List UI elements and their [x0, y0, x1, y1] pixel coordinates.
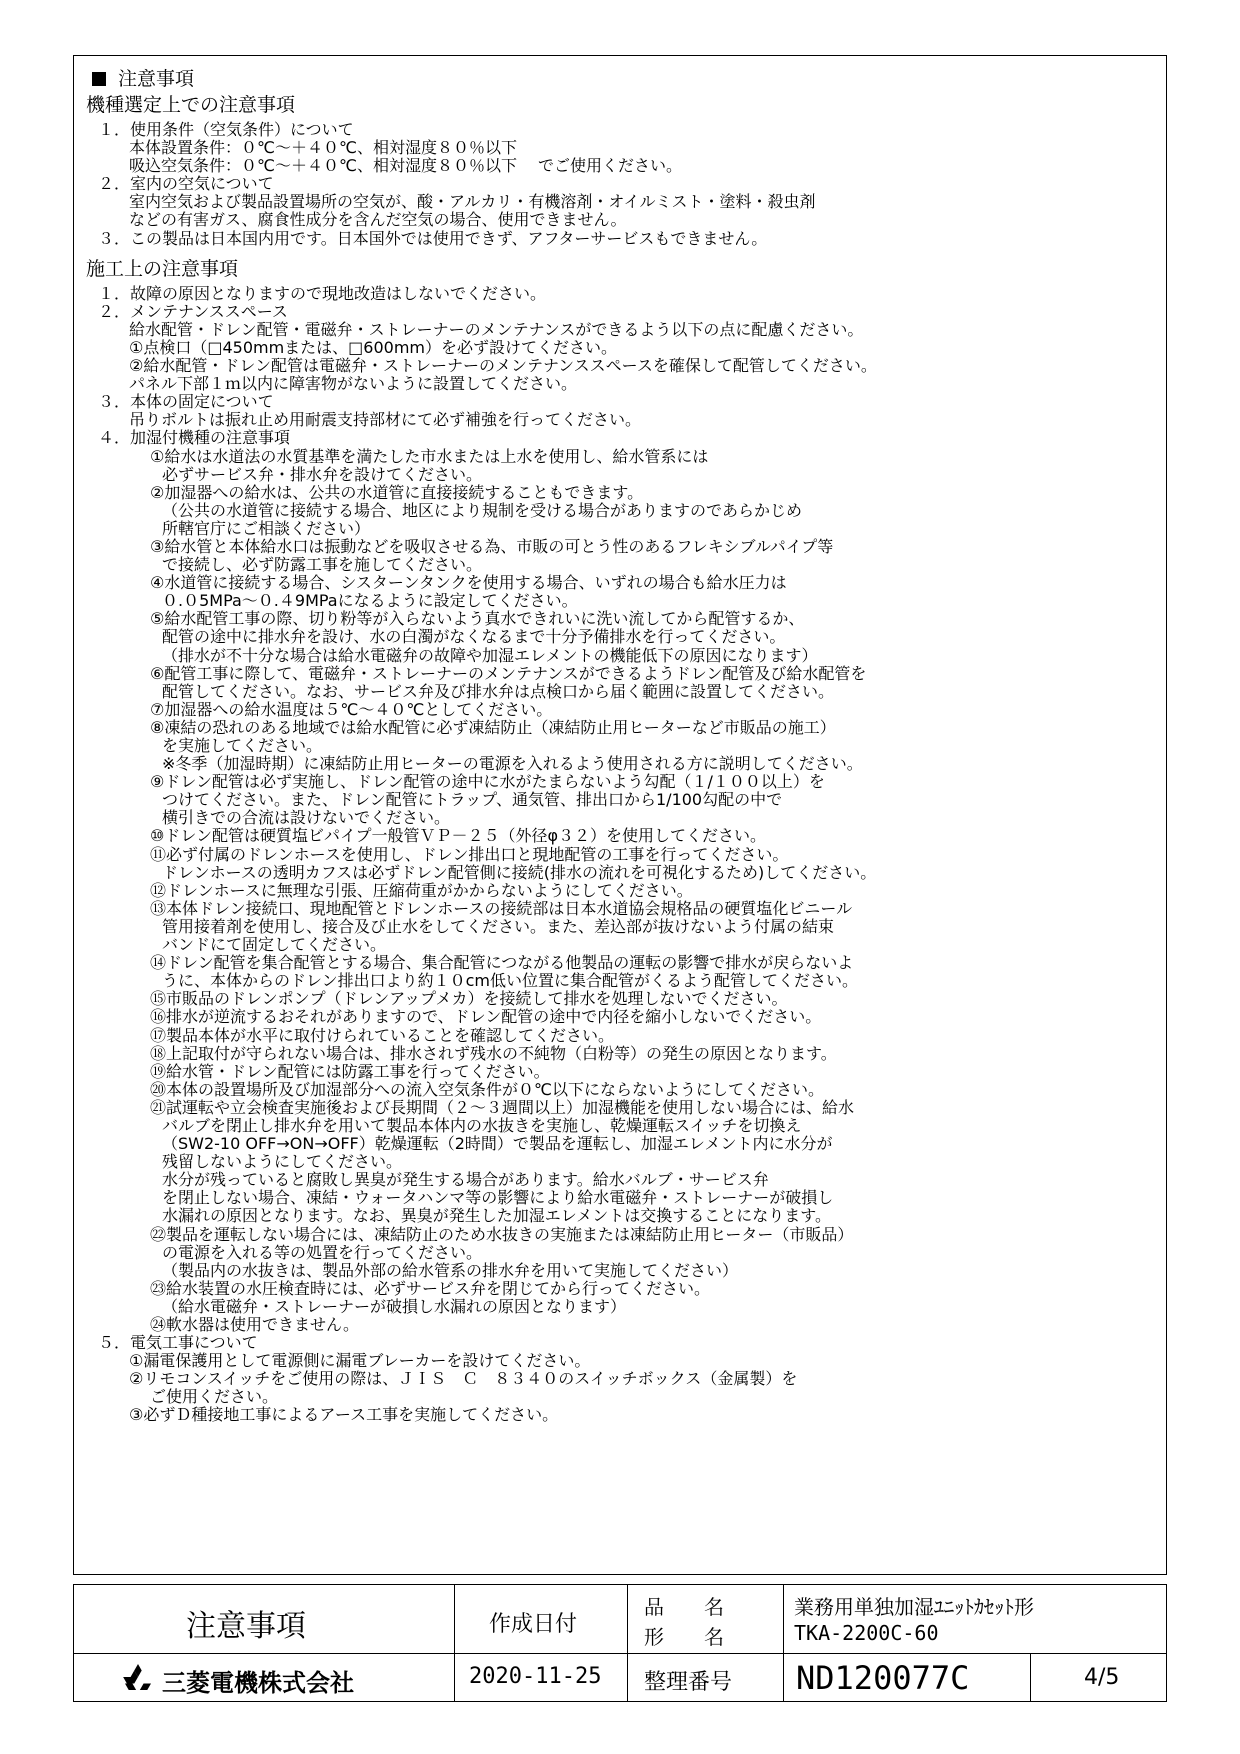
note-line: ⑲給水管・ドレン配管には防露工事を行ってください。: [150, 1061, 550, 1081]
note-line: ⑦加湿器への給水温度は５℃～４０℃としてください。: [150, 699, 553, 719]
note-line: 配管の途中に排水弁を設け、水の白濁がなくなるまで十分予備排水を行ってください。: [162, 627, 786, 647]
note-line: を実施してください。: [162, 736, 323, 755]
note-line: 本体設置条件：０℃～＋４０℃、相対湿度８０％以下: [129, 138, 517, 158]
note-line: 所轄官庁にご相談ください）: [162, 518, 371, 538]
note-line: 給水配管・ドレン配管・電磁弁・ストレーナーのメンテナンスができるよう以下の点に配慮ください。: [129, 319, 864, 339]
note-line: （排水が不十分な場合は給水電磁弁の故障や加湿エレメントの機能低下の原因になります）: [162, 645, 818, 665]
product-label: 品 名: [644, 1595, 724, 1619]
note-line: ⑧凍結の恐れのある地域では給水配管に必ず凍結防止（凍結防止用ヒーターなど市販品の施工）: [150, 717, 836, 737]
note-line: ③必ずＤ種接地工事によるアース工事を実施してください。: [129, 1405, 559, 1425]
note-line: 吊りボルトは振れ止め用耐震支持部材にて必ず補強を行ってください。: [129, 410, 642, 430]
note-line: ②給水配管・ドレン配管は電磁弁・ストレーナーのメンテナンススペースを確保して配管してください。: [129, 356, 877, 376]
note-line: ０.０5MPa～０.４9MPaになるように設定してください。: [162, 591, 578, 611]
note-line: ２．メンテナンススペース: [98, 301, 288, 321]
note-line: 配管してください。なお、サービス弁及び排水弁は点検口から届く範囲に設置してください。: [162, 681, 835, 701]
square-bullet-icon: [92, 72, 106, 86]
note-line: 必ずサービス弁・排水弁を設けてください。: [162, 464, 483, 484]
note-line: ４．加湿付機種の注意事項: [98, 428, 291, 448]
model-label: 形 名: [644, 1625, 724, 1649]
note-line: （公共の水道管に接続する場合、地区により規制を受ける場合がありますのであらかじめ: [162, 500, 803, 520]
notes-frame: [73, 55, 1167, 1575]
note-line: ⑫ドレンホースに無理な引張、圧縮荷重がかからないようにしてください。: [150, 880, 693, 900]
construction-title: 施工上の注意事項: [86, 257, 239, 280]
note-line: ①点検口（□450mmまたは、□600mm）を必ず設けてください。: [129, 337, 618, 357]
note-line: （SW2-10 OFF→ON→OFF）乾燥運転（2時間）で製品を運転し、加湿エレメント内に水分が: [162, 1134, 833, 1154]
note-line: ⑰製品本体が水平に取付けられていることを確認してください。: [150, 1025, 615, 1045]
note-line: うに、本体からのドレン排出口より約１０cm低い位置に集合配管がくるよう配管してください。: [162, 971, 858, 991]
note-line: で接続し、必ず防露工事を施してください。: [162, 555, 483, 575]
title-block: [73, 1584, 1167, 1702]
notes-content: [86, 66, 1158, 1425]
note-line: ⑤給水配管工事の際、切り粉等が入らないよう真水できれいに洗い流してから配管するか、: [150, 609, 805, 629]
note-line: ④水道管に接続する場合、シスターンタンクを使用する場合、いずれの場合も給水圧力は: [150, 573, 787, 593]
date-value: 2020-11-25: [469, 1664, 602, 1689]
note-line: 水分が残っていると腐敗し異臭が発生する場合があります。給水バルブ・サービス弁: [162, 1170, 769, 1190]
note-line: ⑨ドレン配管は必ず実施し、ドレン配管の途中に水がたまらないよう勾配（１/１００以上）を: [150, 772, 825, 792]
selection-notes: [86, 121, 1158, 248]
note-line: 管用接着剤を使用し、接合及び止水をしてください。また、差込部が抜けないよう付属の結束: [162, 916, 835, 936]
doc-title: 注意事項: [186, 1609, 306, 1644]
note-line: （給水電磁弁・ストレーナーが破損し水漏れの原因となります）: [162, 1296, 627, 1316]
note-line: ※冬季（加湿時期）に凍結防止用ヒーターの電源を入れるよう使用される方に説明してください。: [162, 754, 863, 774]
company-name: 三菱電機株式会社: [162, 1669, 354, 1697]
note-line: ⑩ドレン配管は硬質塩ビパイプ一般管ＶＰ－２５（外径φ３２）を使用してください。: [150, 826, 767, 846]
note-line: 吸込空気条件：０℃～＋４０℃、相対湿度８０％以下 でご使用ください。: [129, 156, 683, 176]
note-line: ⑳本体の設置場所及び加湿部分への流入空気条件が０℃以下にならないようにしてください。: [150, 1079, 824, 1099]
note-line: ⑮市販品のドレンポンプ（ドレンアップメカ）を接続して排水を処理しないでください。: [150, 989, 788, 1009]
notes-heading-row: [86, 66, 1158, 92]
note-line: ⑯排水が逆流するおそれがありますので、ドレン配管の途中で内径を縮小しないでください。: [150, 1007, 822, 1027]
construction-notes: [86, 285, 1158, 1425]
notes-heading: 注意事項: [118, 68, 195, 90]
note-line: パネル下部１ｍ以内に障害物がないように設置してください。: [129, 374, 578, 394]
note-line: 残留しないようにしてください。: [162, 1152, 403, 1172]
note-line: １．使用条件（空気条件）について: [98, 120, 354, 139]
note-line: ㉔軟水器は使用できません。: [150, 1315, 359, 1334]
note-line: ①給水は水道法の水質基準を満たした市水または上水を使用し、給水管系には: [150, 446, 709, 466]
note-line: ②リモコンスイッチをご使用の際は、ＪＩＳ Ｃ ８３４０のスイッチボックス（金属製）を: [129, 1369, 798, 1389]
note-line: ２．室内の空気について: [98, 174, 274, 194]
note-line: ①漏電保護用として電源側に漏電ブレーカーを設けてください。: [129, 1351, 591, 1371]
mitsubishi-logo-icon: [122, 1664, 154, 1690]
product-name: 業務用単独加湿ﾕﾆｯﾄｶｾｯﾄ形: [794, 1595, 1034, 1619]
note-line: ご使用ください。: [150, 1387, 279, 1407]
ref-label: 整理番号: [644, 1670, 733, 1695]
note-line: つけてください。また、ドレン配管にトラップ、通気管、排出口から1/100勾配の中で: [162, 790, 783, 810]
note-line: ⑬本体ドレン接続口、現地配管とドレンホースの接続部は日本水道協会規格品の硬質塩化ビニール: [150, 898, 853, 918]
note-line: ⑪必ず付属のドレンホースを使用し、ドレン排出口と現地配管の工事を行ってください。: [150, 844, 789, 864]
note-line: 横引きでの合流は設けないでください。: [162, 808, 451, 828]
note-line: ３．この製品は日本国内用です。日本国外では使用できず、アフターサービスもできません。: [98, 228, 768, 248]
ref-number: ND120077C: [796, 1659, 970, 1697]
note-line: を閉止しない場合、凍結・ウォータハンマ等の影響により給水電磁弁・ストレーナーが破損し: [162, 1188, 834, 1208]
note-line: ㉒製品を運転しない場合には、凍結防止のため水抜きの実施または凍結防止用ヒーター（市販品）: [150, 1224, 854, 1244]
note-line: バンドにて固定してください。: [162, 935, 387, 955]
note-line: （製品内の水抜きは、製品外部の給水管系の排水弁を用いて実施してください）: [162, 1260, 739, 1280]
note-line: １．故障の原因となりますので現地改造はしないでください。: [98, 283, 547, 303]
note-line: などの有害ガス、腐食性成分を含んだ空気の場合、使用できません。: [129, 210, 627, 230]
note-line: バルブを閉止し排水弁を用いて製品本体内の水抜きを実施し、乾燥運転スイッチを切換え: [162, 1115, 802, 1135]
selection-title: 機種選定上での注意事項: [86, 94, 296, 116]
note-line: 室内空気および製品設置場所の空気が、酸・アルカリ・有機溶剤・オイルミスト・塗料・殺虫剤: [129, 192, 816, 212]
note-line: 水漏れの原因となります。なお、異臭が発生した加湿エレメントは交換することになります。: [162, 1206, 831, 1226]
note-line: ②加湿器への給水は、公共の水道管に直接接続することもできます。: [150, 482, 644, 502]
note-line: ㉓給水装置の水圧検査時には、必ずサービス弁を閉じてから行ってください。: [150, 1278, 711, 1298]
note-line: ⑱上記取付が守られない場合は、排水されず残水の不純物（白粉等）の発生の原因となります。: [150, 1043, 837, 1063]
note-line: ③給水管と本体給水口は振動などを吸収させる為、市販の可とう性のあるフレキシブルパイプ等: [150, 536, 834, 556]
model-name: TKA-2200C-60: [794, 1621, 939, 1645]
date-label: 作成日付: [489, 1612, 578, 1637]
note-line: ㉑試運転や立会検査実施後および長期間（２～３週間以上）加湿機能を使用しない場合には、給水: [150, 1097, 855, 1117]
note-line: ５．電気工事について: [98, 1333, 258, 1353]
note-line: ⑥配管工事に際して、電磁弁・ストレーナーのメンテナンスができるようドレン配管及び給水配管を: [150, 663, 867, 683]
page-number: 4/5: [1084, 1665, 1120, 1690]
note-line: ３．本体の固定について: [98, 392, 274, 412]
note-line: ドレンホースの透明カフスは必ずドレン配管側に接続(排水の流れを可視化するため)してください。: [162, 862, 877, 882]
note-line: ⑭ドレン配管を集合配管とする場合、集合配管につながる他製品の運転の影響で排水が戻らないよ: [150, 953, 854, 973]
note-line: の電源を入れる等の処置を行ってください。: [162, 1242, 483, 1262]
